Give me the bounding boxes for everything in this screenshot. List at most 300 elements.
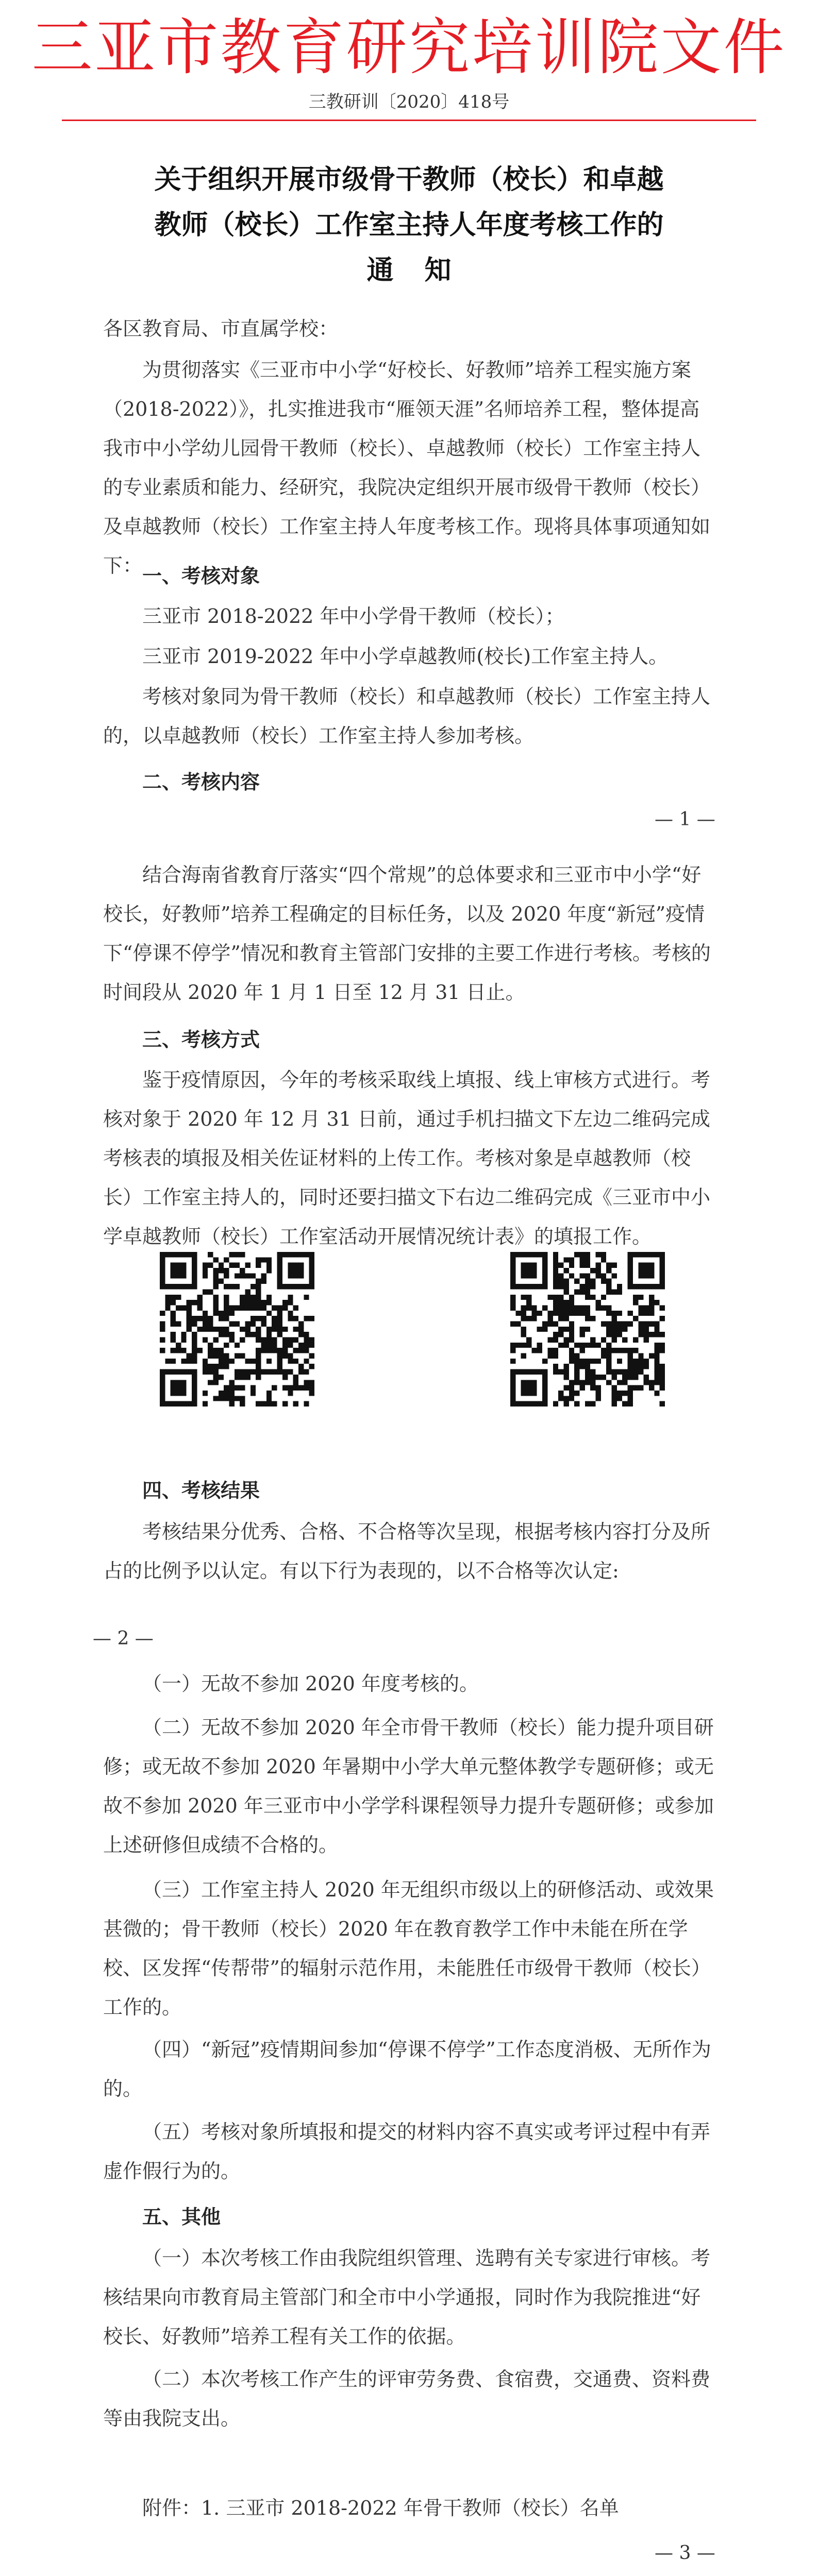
qr-module bbox=[601, 1353, 606, 1359]
qr-module bbox=[298, 1321, 304, 1326]
qr-module bbox=[245, 1321, 251, 1326]
qr-module bbox=[192, 1396, 197, 1401]
qr-module bbox=[282, 1300, 288, 1305]
qr-module bbox=[288, 1337, 293, 1343]
qr-module bbox=[542, 1380, 547, 1385]
qr-module bbox=[612, 1385, 617, 1391]
qr-module bbox=[579, 1343, 585, 1348]
qr-module bbox=[309, 1316, 314, 1321]
qr-module bbox=[208, 1343, 213, 1348]
qr-module bbox=[542, 1263, 547, 1268]
qr-module bbox=[617, 1284, 622, 1289]
qr-module bbox=[282, 1252, 288, 1257]
qr-module bbox=[644, 1337, 649, 1343]
qr-module bbox=[293, 1337, 298, 1343]
qr-module bbox=[579, 1385, 585, 1391]
qr-module bbox=[542, 1252, 547, 1257]
section-3-p1: 鉴于疫情原因，今年的考核采取线上填报、线上审核方式进行。考核对象于 2020 年 12 月 31 日前，通过手机扫描文下左边二维码完成考核表的填报及相关佐证材料的上传工作。考核对象是卓越教师（校长）工作室主持人的，同时还要扫描文下右边二维码完成《三亚市中小学卓越教师（校长）工作室活动开展情况统计表》的填报工作。 bbox=[103, 1069, 711, 1248]
qr-module bbox=[266, 1396, 272, 1401]
qr-module bbox=[510, 1273, 515, 1278]
qr-module bbox=[288, 1273, 293, 1278]
section-2-p1: 结合海南省教育厅落实“四个常规”的总体要求和三亚市中小学“好校长，好教师”培养工程确定的目标任务，以及 2020 年度“新冠”疫情下“停课不停学”情况和教育主管部门安排的主要工作进行考核。考核的时间段从 2020 年 1 月 1 日至 12 月 31 日止。 bbox=[103, 863, 711, 1004]
qr-module bbox=[240, 1337, 245, 1343]
qr-module bbox=[304, 1369, 309, 1375]
qr-module bbox=[176, 1268, 181, 1273]
qr-module bbox=[304, 1385, 309, 1391]
qr-module bbox=[617, 1289, 622, 1294]
qr-module bbox=[240, 1268, 245, 1273]
qr-module bbox=[192, 1337, 197, 1343]
qr-module bbox=[256, 1305, 261, 1310]
qr-module bbox=[256, 1364, 261, 1369]
qr-module bbox=[596, 1268, 601, 1273]
qr-module bbox=[547, 1353, 553, 1359]
qr-module bbox=[309, 1380, 314, 1385]
qr-module bbox=[654, 1380, 659, 1385]
qr-module bbox=[298, 1385, 304, 1391]
qr-module bbox=[638, 1321, 643, 1326]
qr-module bbox=[542, 1284, 547, 1289]
qr-module bbox=[526, 1263, 531, 1268]
qr-module bbox=[277, 1353, 282, 1359]
qr-module bbox=[261, 1321, 266, 1326]
qr-module bbox=[245, 1359, 251, 1364]
qr-module bbox=[251, 1332, 256, 1337]
qr-module bbox=[277, 1321, 282, 1326]
qr-module bbox=[531, 1316, 537, 1321]
qr-module bbox=[569, 1263, 574, 1268]
qr-module bbox=[574, 1369, 579, 1375]
qr-module bbox=[585, 1364, 590, 1369]
qr-module bbox=[282, 1284, 288, 1289]
qr-module bbox=[601, 1348, 606, 1353]
qr-module bbox=[261, 1337, 266, 1343]
qr-module bbox=[235, 1343, 240, 1348]
qr-module bbox=[510, 1257, 515, 1262]
qr-module bbox=[633, 1369, 638, 1375]
qr-module bbox=[579, 1332, 585, 1337]
qr-module bbox=[171, 1263, 176, 1268]
qr-module bbox=[224, 1284, 229, 1289]
qr-module bbox=[176, 1321, 181, 1326]
qr-module bbox=[208, 1263, 213, 1268]
qr-module bbox=[579, 1257, 585, 1262]
qr-module bbox=[304, 1348, 309, 1353]
qr-module bbox=[638, 1305, 643, 1310]
qr-module bbox=[510, 1396, 515, 1401]
qr-module bbox=[638, 1369, 643, 1375]
qr-module bbox=[293, 1327, 298, 1332]
qr-module bbox=[282, 1305, 288, 1310]
qr-module bbox=[606, 1321, 611, 1326]
qr-module bbox=[649, 1295, 654, 1300]
qr-module bbox=[160, 1380, 165, 1385]
qr-module bbox=[245, 1369, 251, 1375]
qr-module bbox=[521, 1305, 526, 1310]
qr-module bbox=[192, 1348, 197, 1353]
qr-module bbox=[298, 1273, 304, 1278]
qr-module bbox=[622, 1348, 627, 1353]
qr-module bbox=[192, 1300, 197, 1305]
qr-module bbox=[219, 1359, 224, 1364]
qr-module bbox=[649, 1321, 654, 1326]
qr-module bbox=[531, 1305, 537, 1310]
qr-module bbox=[277, 1284, 282, 1289]
qr-module bbox=[542, 1273, 547, 1278]
qr-module bbox=[660, 1305, 665, 1310]
qr-module bbox=[660, 1268, 665, 1273]
qr-module bbox=[590, 1316, 595, 1321]
qr-module bbox=[203, 1321, 208, 1326]
qr-module bbox=[590, 1343, 595, 1348]
qr-module bbox=[235, 1353, 240, 1359]
qr-module bbox=[240, 1353, 245, 1359]
qr-module bbox=[288, 1369, 293, 1375]
qr-module bbox=[309, 1391, 314, 1396]
qr-module bbox=[160, 1311, 165, 1316]
qr-module bbox=[165, 1401, 170, 1406]
qr-module bbox=[229, 1359, 234, 1364]
qr-module bbox=[574, 1289, 579, 1294]
qr-module bbox=[192, 1252, 197, 1257]
qr-module bbox=[569, 1321, 574, 1326]
qr-module bbox=[579, 1364, 585, 1369]
qr-module bbox=[171, 1332, 176, 1337]
qr-module bbox=[569, 1353, 574, 1359]
qr-module bbox=[558, 1300, 563, 1305]
qr-module bbox=[660, 1380, 665, 1385]
qr-module bbox=[197, 1295, 202, 1300]
qr-module bbox=[256, 1263, 261, 1268]
qr-module bbox=[526, 1300, 531, 1305]
qr-module bbox=[510, 1375, 515, 1380]
qr-module bbox=[596, 1252, 601, 1257]
qr-module bbox=[596, 1273, 601, 1278]
qr-module bbox=[654, 1364, 659, 1369]
qr-module bbox=[213, 1337, 218, 1343]
qr-module bbox=[240, 1300, 245, 1305]
qr-module bbox=[521, 1391, 526, 1396]
qr-module bbox=[240, 1252, 245, 1257]
qr-module bbox=[644, 1359, 649, 1364]
qr-module bbox=[208, 1348, 213, 1353]
qr-module bbox=[638, 1385, 643, 1391]
section-4-item-3: （三）工作室主持人 2020 年无组织市级以上的研修活动、或效果甚微的；骨干教师（校长）2020 年在教育教学工作中未能在所在学校、区发挥“传帮带”的辐射示范作用，未能胜任市级骨干教师（校长）工作的。 bbox=[103, 1878, 714, 2019]
qr-module bbox=[256, 1359, 261, 1364]
qr-module bbox=[547, 1321, 553, 1326]
qr-module bbox=[628, 1369, 633, 1375]
qr-module bbox=[515, 1284, 521, 1289]
qr-module bbox=[553, 1284, 558, 1289]
qr-module bbox=[256, 1284, 261, 1289]
qr-module bbox=[229, 1252, 234, 1257]
qr-module bbox=[256, 1289, 261, 1294]
qr-module bbox=[521, 1284, 526, 1289]
qr-module bbox=[224, 1385, 229, 1391]
qr-module bbox=[563, 1279, 569, 1284]
qr-module bbox=[654, 1343, 659, 1348]
section-5-heading: 五、其他 bbox=[142, 2205, 221, 2228]
qr-module bbox=[612, 1311, 617, 1316]
qr-module bbox=[569, 1311, 574, 1316]
qr-module bbox=[633, 1316, 638, 1321]
qr-module bbox=[197, 1348, 202, 1353]
qr-module bbox=[165, 1359, 170, 1364]
page-number-3: — 3 — bbox=[655, 2543, 715, 2564]
qr-module bbox=[160, 1263, 165, 1268]
qr-module bbox=[585, 1359, 590, 1364]
qr-module bbox=[245, 1327, 251, 1332]
qr-module bbox=[298, 1364, 304, 1369]
qr-module bbox=[633, 1284, 638, 1289]
qr-module bbox=[606, 1353, 611, 1359]
qr-module bbox=[288, 1311, 293, 1316]
qr-module bbox=[590, 1375, 595, 1380]
qr-module bbox=[229, 1305, 234, 1310]
qr-module bbox=[176, 1343, 181, 1348]
qr-module bbox=[585, 1284, 590, 1289]
qr-module bbox=[521, 1263, 526, 1268]
qr-module bbox=[309, 1252, 314, 1257]
qr-module bbox=[660, 1257, 665, 1262]
qr-module bbox=[192, 1369, 197, 1375]
qr-module bbox=[288, 1316, 293, 1321]
qr-module bbox=[266, 1311, 272, 1316]
qr-module bbox=[574, 1279, 579, 1284]
qr-module bbox=[245, 1289, 251, 1294]
qr-module bbox=[293, 1305, 298, 1310]
qr-module bbox=[606, 1289, 611, 1294]
qr-module bbox=[181, 1348, 186, 1353]
qr-module bbox=[304, 1359, 309, 1364]
qr-module bbox=[256, 1300, 261, 1305]
qr-module bbox=[617, 1391, 622, 1396]
intro-paragraph: 为贯彻落实《三亚市中小学“好校长、好教师”培养工程实施方案（2018-2022）》，扎实推进我市“雁领天涯”名师培养工程，整体提高我市中小学幼儿园骨干教师（校长）、卓越教师（校长）工作室主持人的专业素质和能力、经研究，我院决定组织开展市级骨干教师（校长）及卓越教师（校长）工作室主持人年度考核工作。现将具体事项通知如下： bbox=[103, 359, 711, 577]
qr-module bbox=[596, 1343, 601, 1348]
qr-module bbox=[585, 1343, 590, 1348]
qr-module bbox=[266, 1369, 272, 1375]
qr-module bbox=[510, 1263, 515, 1268]
qr-module bbox=[266, 1295, 272, 1300]
qr-module bbox=[526, 1385, 531, 1391]
qr-module bbox=[558, 1332, 563, 1337]
qr-module bbox=[272, 1343, 277, 1348]
qr-module bbox=[229, 1321, 234, 1326]
qr-module bbox=[160, 1396, 165, 1401]
qr-module bbox=[256, 1279, 261, 1284]
qr-code-right[interactable] bbox=[510, 1252, 665, 1406]
qr-module bbox=[628, 1321, 633, 1326]
qr-module bbox=[213, 1369, 218, 1375]
qr-module bbox=[203, 1273, 208, 1278]
qr-module bbox=[181, 1337, 186, 1343]
qr-module bbox=[606, 1369, 611, 1375]
qr-module bbox=[579, 1359, 585, 1364]
qr-module bbox=[579, 1284, 585, 1289]
qr-module bbox=[203, 1369, 208, 1375]
qr-module bbox=[181, 1401, 186, 1406]
qr-module bbox=[224, 1327, 229, 1332]
qr-module bbox=[176, 1348, 181, 1353]
qr-module bbox=[277, 1257, 282, 1262]
qr-module bbox=[644, 1284, 649, 1289]
qr-module bbox=[240, 1305, 245, 1310]
qr-module bbox=[558, 1284, 563, 1289]
qr-module bbox=[510, 1279, 515, 1284]
qr-module bbox=[612, 1263, 617, 1268]
qr-module bbox=[181, 1268, 186, 1273]
qr-module bbox=[606, 1263, 611, 1268]
qr-module bbox=[660, 1284, 665, 1289]
qr-module bbox=[606, 1364, 611, 1369]
qr-module bbox=[563, 1300, 569, 1305]
qr-module bbox=[633, 1364, 638, 1369]
qr-code-left[interactable] bbox=[160, 1252, 314, 1406]
qr-module bbox=[553, 1263, 558, 1268]
title-line-2: 教师（校长）工作室主持人年度考核工作的 bbox=[154, 209, 664, 241]
qr-module bbox=[277, 1268, 282, 1273]
qr-module bbox=[229, 1311, 234, 1316]
qr-module bbox=[606, 1284, 611, 1289]
qr-module bbox=[176, 1273, 181, 1278]
qr-module bbox=[531, 1401, 537, 1406]
qr-module bbox=[192, 1353, 197, 1359]
qr-module bbox=[612, 1327, 617, 1332]
qr-module bbox=[203, 1391, 208, 1396]
qr-module bbox=[654, 1359, 659, 1364]
qr-module bbox=[261, 1273, 266, 1278]
qr-module bbox=[628, 1385, 633, 1391]
qr-module bbox=[596, 1263, 601, 1268]
qr-module bbox=[192, 1268, 197, 1273]
qr-module bbox=[240, 1375, 245, 1380]
qr-module bbox=[240, 1273, 245, 1278]
qr-module bbox=[293, 1380, 298, 1385]
qr-module bbox=[617, 1396, 622, 1401]
qr-module bbox=[585, 1252, 590, 1257]
qr-module bbox=[171, 1284, 176, 1289]
section-1-heading: 一、考核对象 bbox=[142, 564, 260, 587]
qr-module bbox=[547, 1337, 553, 1343]
qr-module bbox=[256, 1316, 261, 1321]
qr-module bbox=[628, 1273, 633, 1278]
qr-module bbox=[590, 1284, 595, 1289]
qr-module bbox=[187, 1321, 192, 1326]
qr-module bbox=[219, 1268, 224, 1273]
qr-module bbox=[224, 1316, 229, 1321]
qr-module bbox=[553, 1279, 558, 1284]
qr-module bbox=[638, 1295, 643, 1300]
qr-module bbox=[574, 1353, 579, 1359]
qr-module bbox=[654, 1321, 659, 1326]
qr-module bbox=[563, 1385, 569, 1391]
qr-module bbox=[515, 1401, 521, 1406]
qr-module bbox=[644, 1380, 649, 1385]
qr-module bbox=[537, 1252, 542, 1257]
qr-module bbox=[644, 1263, 649, 1268]
qr-module bbox=[622, 1375, 627, 1380]
qr-module bbox=[187, 1284, 192, 1289]
qr-module bbox=[537, 1311, 542, 1316]
qr-module bbox=[649, 1300, 654, 1305]
qr-module bbox=[638, 1252, 643, 1257]
qr-module bbox=[160, 1252, 165, 1257]
qr-module bbox=[192, 1332, 197, 1337]
qr-module bbox=[612, 1391, 617, 1396]
qr-module bbox=[277, 1263, 282, 1268]
qr-module bbox=[585, 1327, 590, 1332]
qr-module bbox=[224, 1391, 229, 1396]
qr-module bbox=[213, 1348, 218, 1353]
qr-module bbox=[213, 1284, 218, 1289]
qr-module bbox=[160, 1257, 165, 1262]
qr-module bbox=[644, 1268, 649, 1273]
qr-module bbox=[612, 1396, 617, 1401]
qr-module bbox=[547, 1295, 553, 1300]
qr-module bbox=[638, 1311, 643, 1316]
qr-module bbox=[224, 1257, 229, 1262]
qr-module bbox=[654, 1348, 659, 1353]
qr-module bbox=[649, 1268, 654, 1273]
section-4-item-2: （二）无故不参加 2020 年全市骨干教师（校长）能力提升项目研修；或无故不参加 2020 年暑期中小学大单元整体教学专题研修；或无故不参加 2020 年三亚市中小学学科课程领导力提升专题研修；或参加上述研修但成绩不合格的。 bbox=[103, 1716, 714, 1856]
qr-module bbox=[213, 1327, 218, 1332]
qr-module bbox=[304, 1380, 309, 1385]
qr-module bbox=[510, 1343, 515, 1348]
qr-module bbox=[171, 1273, 176, 1278]
qr-module bbox=[181, 1369, 186, 1375]
qr-module bbox=[601, 1321, 606, 1326]
qr-module bbox=[521, 1311, 526, 1316]
qr-module bbox=[256, 1353, 261, 1359]
qr-module bbox=[596, 1305, 601, 1310]
qr-module bbox=[633, 1385, 638, 1391]
qr-module bbox=[288, 1263, 293, 1268]
header-divider bbox=[62, 120, 756, 121]
qr-module bbox=[515, 1369, 521, 1375]
qr-module bbox=[537, 1343, 542, 1348]
qr-module bbox=[219, 1364, 224, 1369]
qr-module bbox=[531, 1311, 537, 1316]
qr-module bbox=[596, 1359, 601, 1364]
qr-module bbox=[510, 1300, 515, 1305]
qr-module bbox=[293, 1316, 298, 1321]
qr-module bbox=[526, 1391, 531, 1396]
qr-module bbox=[261, 1343, 266, 1348]
qr-module bbox=[617, 1359, 622, 1364]
qr-module bbox=[208, 1380, 213, 1385]
qr-module bbox=[208, 1369, 213, 1375]
qr-module bbox=[245, 1305, 251, 1310]
qr-module bbox=[219, 1396, 224, 1401]
qr-module bbox=[569, 1396, 574, 1401]
qr-module bbox=[542, 1327, 547, 1332]
qr-module bbox=[261, 1305, 266, 1310]
qr-module bbox=[558, 1316, 563, 1321]
qr-module bbox=[638, 1353, 643, 1359]
qr-module bbox=[590, 1401, 595, 1406]
qr-module bbox=[282, 1343, 288, 1348]
qr-module bbox=[574, 1305, 579, 1310]
qr-module bbox=[590, 1279, 595, 1284]
qr-module bbox=[309, 1337, 314, 1343]
qr-module bbox=[553, 1348, 558, 1353]
qr-module bbox=[197, 1305, 202, 1310]
qr-module bbox=[282, 1353, 288, 1359]
qr-module bbox=[277, 1369, 282, 1375]
qr-module bbox=[229, 1284, 234, 1289]
qr-module bbox=[160, 1268, 165, 1273]
qr-module bbox=[542, 1359, 547, 1364]
